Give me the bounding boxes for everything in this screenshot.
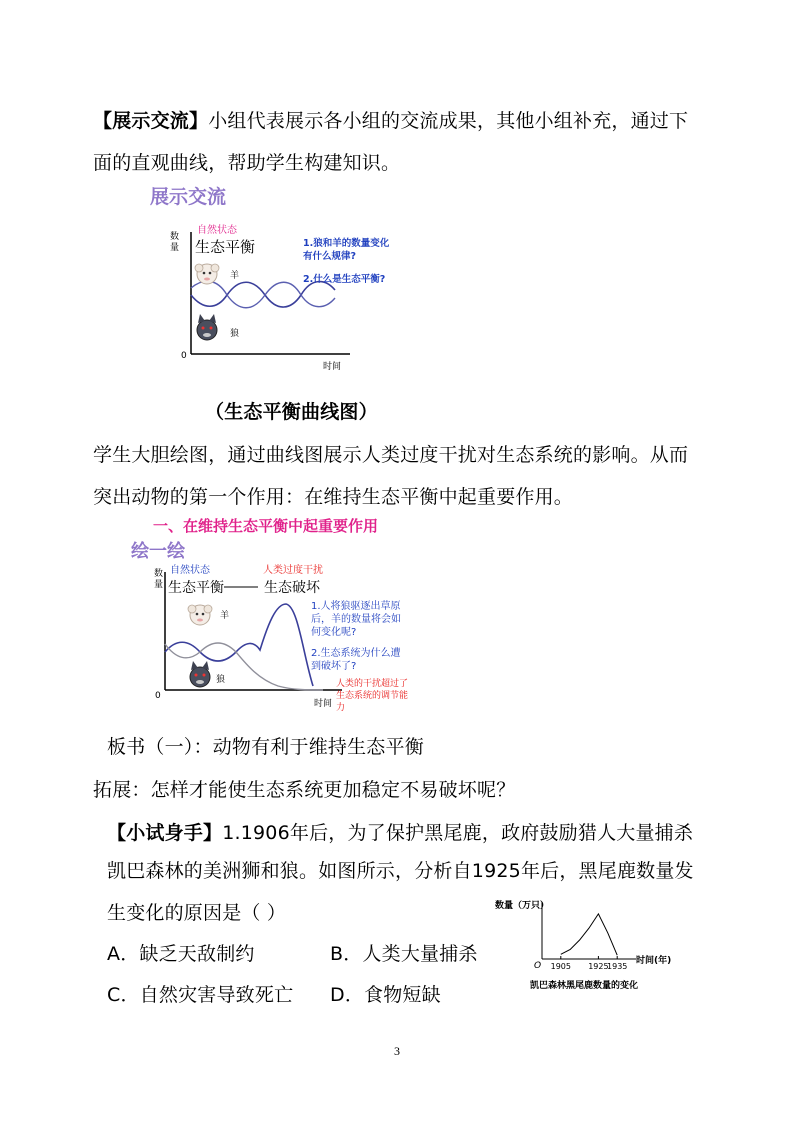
figure2-question-2b: 到破坏了? bbox=[311, 661, 357, 672]
page-number: 3 bbox=[394, 1044, 400, 1058]
exercise-line-2: 凯巴森林的美洲狮和狼。如图所示，分析自1925年后，黑尾鹿数量发 bbox=[107, 860, 694, 882]
exercise-line-3: 生变化的原因是（ ） bbox=[107, 902, 287, 924]
chart-x-label: 时间(年) bbox=[636, 956, 672, 966]
option-a: A．缺乏天敌制约 bbox=[107, 943, 255, 965]
figure2-question-2a: 2.生态系统为什么遭 bbox=[311, 648, 401, 659]
destroyed-label: 生态破坏 bbox=[264, 580, 320, 596]
wolf-curve bbox=[165, 643, 323, 690]
wolf-curve bbox=[191, 281, 335, 308]
para2-line-1: 学生大胆绘图，通过曲线图展示人类过度干扰对生态系统的影响。从而 bbox=[93, 444, 689, 466]
x-tick-label: 1905 bbox=[550, 962, 571, 971]
figure1-heading: 展示交流 bbox=[150, 186, 227, 208]
chart-title: 凯巴森林黑尾鹿数量的变化 bbox=[530, 981, 639, 991]
deer-population-chart bbox=[490, 894, 675, 994]
exercise-label: 【小试身手】 bbox=[107, 822, 223, 844]
y-label-2: 量 bbox=[154, 580, 164, 590]
figure2-heading: 绘一绘 bbox=[131, 541, 185, 562]
balance-curve-figure bbox=[145, 180, 425, 375]
sheep-label: 羊 bbox=[230, 271, 240, 281]
x-tick-label: 1935 bbox=[607, 962, 628, 971]
figure2-answer-3: 力 bbox=[336, 703, 346, 713]
y-label-1: 数 bbox=[170, 232, 180, 242]
x-axis-label: 时间 bbox=[323, 362, 342, 372]
sheep-icon bbox=[188, 605, 212, 625]
y-label-2: 量 bbox=[170, 243, 180, 253]
wolf-icon bbox=[197, 314, 217, 340]
option-c: C．自然灾害导致死亡 bbox=[107, 984, 294, 1006]
x-axis-label: 时间 bbox=[314, 699, 333, 709]
blackboard-note: 板书（一）：动物有利于维持生态平衡 bbox=[107, 736, 424, 758]
figure2-answer-1: 人类的干扰超过了 bbox=[336, 679, 409, 689]
extension-question: 拓展：怎样才能使生态系统更加稳定不易破坏呢？ bbox=[93, 779, 516, 801]
origin-label: 0 bbox=[155, 691, 161, 701]
chart-y-label: 数量（万只） bbox=[495, 901, 550, 911]
natural-state-label: 自然状态 bbox=[170, 565, 210, 576]
sheep-curve bbox=[191, 282, 335, 307]
disturbance-curve-figure bbox=[128, 514, 448, 716]
wolf-icon bbox=[190, 661, 210, 687]
y-label-1: 数 bbox=[154, 569, 164, 579]
figure2-question-1a: 1.人将狼驱逐出草原 bbox=[311, 601, 401, 612]
origin-label: 0 bbox=[181, 351, 187, 361]
x-tick-label: 1925 bbox=[588, 962, 609, 971]
option-b: B．人类大量捕杀 bbox=[330, 943, 478, 965]
figure1-question-2: 2.什么是生态平衡? bbox=[303, 274, 386, 285]
balance-label: 生态平衡 bbox=[195, 238, 256, 256]
exercise-line-1: 【小试身手】1.1906年后，为了保护黑尾鹿，政府鼓励猎人大量捕杀 bbox=[107, 822, 694, 844]
figure1-question-1a: 1.狼和羊的数量变化 bbox=[303, 238, 390, 249]
figure2-question-1b: 后，羊的数量将会如 bbox=[311, 614, 401, 625]
sheep-label: 羊 bbox=[220, 611, 230, 621]
balance-label: 生态平衡 bbox=[168, 580, 224, 596]
para2-line-2: 突出动物的第一个作用：在维持生态平衡中起重要作用。 bbox=[93, 486, 574, 508]
human-interference-label: 人类过度干扰 bbox=[263, 565, 323, 576]
chart-origin: O bbox=[534, 961, 542, 971]
option-d: D．食物短缺 bbox=[330, 984, 441, 1006]
natural-state-label: 自然状态 bbox=[197, 225, 237, 236]
intro-line-1: 【展示交流】小组代表展示各小组的交流成果，其他小组补充，通过下 bbox=[93, 110, 689, 132]
figure2-question-1c: 何变化呢? bbox=[311, 627, 357, 638]
deer-series-line bbox=[561, 914, 617, 955]
figure2-answer-2: 生态系统的调节能 bbox=[336, 691, 409, 701]
section-label: 【展示交流】 bbox=[93, 110, 209, 132]
figure1-caption: （生态平衡曲线图） bbox=[205, 401, 378, 423]
wolf-label: 狼 bbox=[216, 675, 226, 685]
sheep-curve bbox=[165, 604, 313, 686]
figure1-question-1b: 有什么规律? bbox=[303, 251, 357, 262]
wolf-label: 狼 bbox=[230, 329, 240, 339]
sheep-icon bbox=[195, 264, 219, 284]
intro-line-2: 面的直观曲线，帮助学生构建知识。 bbox=[93, 152, 401, 174]
figure2-title: 一、在维持生态平衡中起重要作用 bbox=[153, 517, 379, 535]
